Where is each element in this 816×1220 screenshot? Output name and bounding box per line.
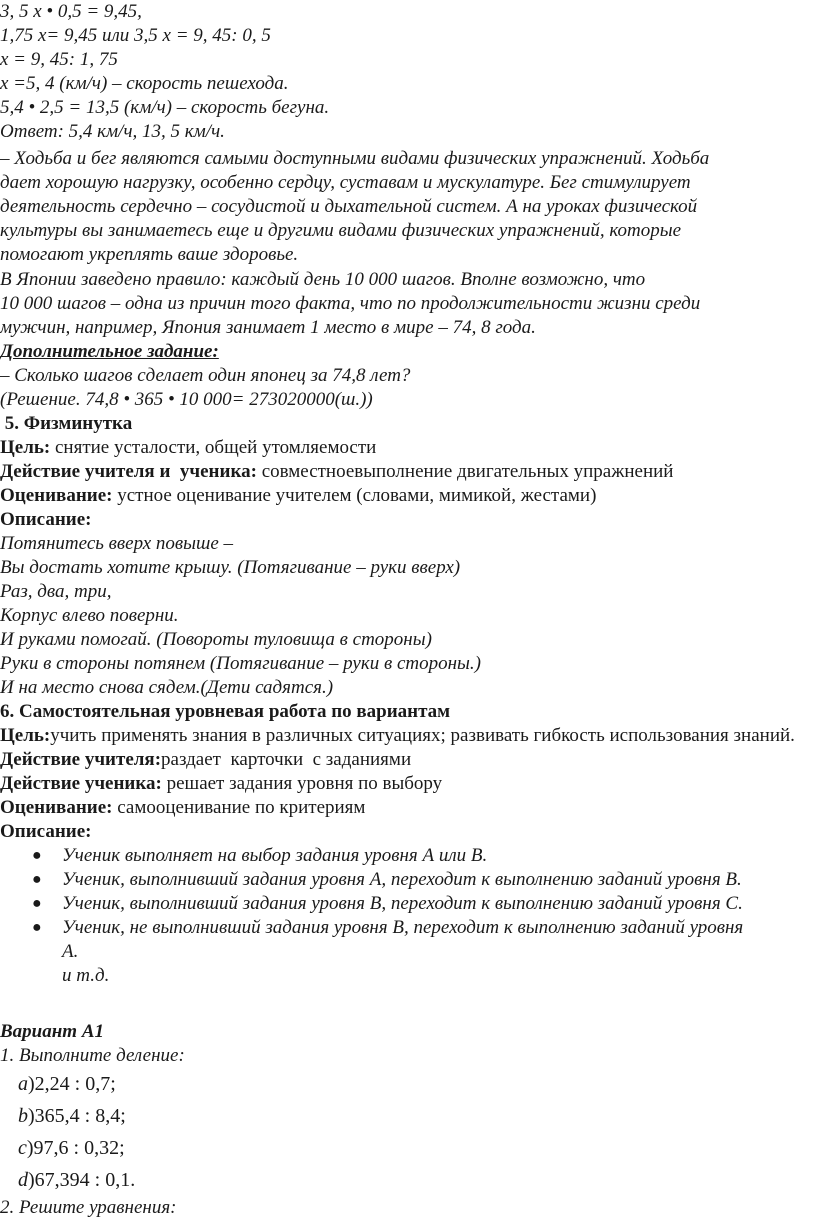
student-action-label: Действие ученика: [0, 773, 162, 794]
division-item [0, 1164, 816, 1196]
paragraph-line: В Японии заведено правило: каждый день 10 000 шагов. Вполне возможно, что [0, 269, 646, 290]
item-letter: c [18, 1137, 27, 1159]
item-expression: )365,4 : 8,4; [28, 1105, 126, 1127]
variant-a1 [0, 1020, 816, 1220]
japan-paragraph [0, 268, 816, 340]
task-2-heading: 2. Решите уравнения: [0, 1197, 177, 1218]
list-item: ● Ученик, выполнивший задания уровня В, переходит к выполнению заданий уровня С. [32, 893, 743, 914]
poem-line: Раз, два, три, [0, 581, 112, 602]
list-item: ● Ученик, выполнивший задания уровня А, переходит к выполнению заданий уровня В. [32, 869, 742, 890]
list-item: ● Ученик, не выполнивший задания уровня В, переходит к выполнению заданий уровня А. [32, 917, 744, 962]
solution-block [0, 0, 816, 144]
teacher-action-label: Действие учителя: [0, 749, 162, 770]
extra-task-heading: Дополнительное задание: [0, 341, 219, 362]
division-item [0, 1068, 816, 1100]
action-text: совместноевыполнение двигательных упражнений [256, 461, 674, 482]
poem-line: И на место снова сядем.(Дети садятся.) [0, 677, 334, 698]
bullet-icon: ● [32, 895, 42, 912]
item-expression: )97,6 : 0,32; [26, 1137, 125, 1159]
item-letter: b [18, 1105, 28, 1127]
evaluation-label: Оценивание: [0, 485, 113, 506]
section-6 [0, 700, 816, 988]
paragraph-line: 10 000 шагов – одна из причин того факта, что по продолжительности жизни среди [0, 293, 701, 314]
answer-line: Ответ: 5,4 км/ч, 13, 5 км/ч. [0, 121, 225, 142]
solution-line: 3, 5 х • 0,5 = 9,45, [0, 1, 142, 22]
section-5 [0, 412, 816, 700]
paragraph-line: деятельность сердечно – сосудистой и дыхательной систем. А на уроках физической [0, 196, 698, 217]
item-letter: a [18, 1073, 28, 1095]
poem-line: Корпус влево поверни. [0, 605, 179, 626]
evaluation-text: устное оценивание учителем (словами, мимикой, жестами) [112, 485, 597, 506]
division-item [0, 1132, 816, 1164]
section-5-heading: 5. Физминутка [0, 413, 133, 434]
goal-text: снятие усталости, общей утомляемости [50, 437, 377, 458]
goal-text: учить применять знания в различных ситуациях; развивать гибкость использования знаний. [50, 725, 795, 746]
item-expression: )67,394 : 0,1. [28, 1169, 136, 1191]
description-label: Описание: [0, 509, 92, 530]
item-letter: d [18, 1169, 28, 1191]
bullet-icon: ● [32, 871, 42, 888]
task-1-heading: 1. Выполните деление: [0, 1045, 185, 1066]
paragraph-line: помогают укреплять ваше здоровье. [0, 244, 299, 265]
extra-task-solution: (Решение. 74,8 • 365 • 10 000= 273020000(ш.)) [0, 389, 373, 410]
extra-task [0, 340, 816, 412]
extra-task-question: – Сколько шагов сделает один японец за 74,8 лет? [0, 365, 411, 386]
poem-line: И руками помогай. (Повороты туловища в стороны) [0, 629, 432, 650]
solution-line: 5,4 • 2,5 = 13,5 (км/ч) – скорость бегуна. [0, 97, 330, 118]
goal-label: Цель: [0, 725, 51, 746]
paragraph-line: мужчин, например, Япония занимает 1 место в мире – 74, 8 года. [0, 317, 536, 338]
paragraph-line: культуры вы занимаетесь еще и другими видами физических упражнений, которые [0, 220, 682, 241]
poem-line: Вы достать хотите крышу. (Потягивание – руки вверх) [0, 557, 461, 578]
paragraph-line: дает хорошую нагрузку, особенно сердцу, суставам и мускулатуре. Бег стимулирует [0, 172, 691, 193]
goal-label: Цель: [0, 437, 51, 458]
evaluation-text: самооценивание по критериям [112, 797, 366, 818]
bullet-icon: ● [32, 919, 42, 936]
item-expression: )2,24 : 0,7; [28, 1073, 116, 1095]
list-item: ● Ученик выполняет на выбор задания уровня А или В. [32, 845, 488, 866]
division-item [0, 1100, 816, 1132]
solution-line: 1,75 х= 9,45 или 3,5 х = 9, 45: 0, 5 [0, 25, 271, 46]
criteria-list [0, 844, 816, 988]
action-label: Действие учителя и ученика: [0, 461, 257, 482]
solution-line: х =5, 4 (км/ч) – скорость пешехода. [0, 73, 289, 94]
teacher-action-text: раздает карточки с заданиями [161, 749, 412, 770]
section-6-heading: 6. Самостоятельная уровневая работа по вариантам [0, 701, 451, 722]
walking-paragraph [0, 147, 816, 267]
list-item-etc: и т.д. [62, 965, 110, 986]
bullet-icon: ● [32, 847, 42, 864]
paragraph-line: – Ходьба и бег являются самыми доступными видами физических упражнений. Ходьба [0, 148, 710, 169]
poem-line: Руки в стороны потянем (Потягивание – руки в стороны.) [0, 653, 481, 674]
variant-heading: Вариант А1 [0, 1021, 104, 1042]
poem-line: Потянитесь вверх повыше – [0, 533, 234, 554]
description-label: Описание: [0, 821, 92, 842]
solution-line: х = 9, 45: 1, 75 [0, 49, 118, 70]
evaluation-label: Оценивание: [0, 797, 113, 818]
student-action-text: решает задания уровня по выбору [161, 773, 443, 794]
